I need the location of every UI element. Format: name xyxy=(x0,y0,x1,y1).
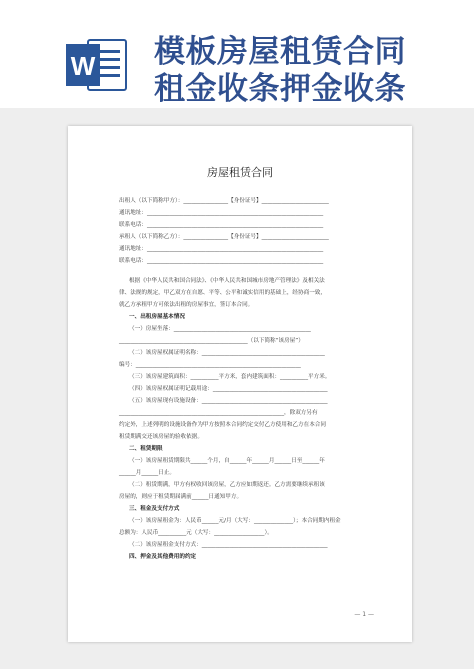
clause-line: 约定外，上述列明的设施设备作为甲方按照本合同约定交付乙方使用和乙方在本合同 xyxy=(119,422,326,428)
clause-line: （二）该房屋权属证明名称：____________________________________________ xyxy=(129,350,325,356)
clause-line: ___________________________________________________________，除双方另有 xyxy=(119,410,318,416)
clause-line: 编号：___________________________________________________________ xyxy=(119,362,301,368)
clause-line: 房屋的，则应于租赁期届满前______日通知甲方。 xyxy=(119,494,243,500)
headline-line-1: 模板房屋租赁合同 xyxy=(154,34,406,70)
clause-line: 租赁期满交还该房屋的验收依据。 xyxy=(119,434,203,440)
preamble-line-1: 根据《中华人民共和国合同法》、《中华人民共和国城市房地产管理法》及相关法 xyxy=(129,278,325,284)
landlord-phone-line: 联系电话：_______________________________________________________________ xyxy=(119,222,324,228)
preamble-line-2: 律、法规的规定，甲乙双方在自愿、平等、公平和诚实信用的基础上，经协商一致， xyxy=(119,290,326,296)
tenant-address-line: 通讯地址：_______________________________________________________________ xyxy=(119,246,324,252)
page-number: — 1 — xyxy=(354,611,374,618)
preamble-line-3: 就乙方承租甲方可依法出租的房屋事宜，签订本合同。 xyxy=(119,302,254,308)
clause-line: （四）该房屋权属证明记载用途：_________________________________________ xyxy=(129,386,328,392)
clause-line: （一）该房屋租金为：人民币______元/月（大写：______________）；本合同期内租金 xyxy=(129,518,341,524)
landlord-line: 出租人（以下简称甲方）：________________【身份证号】________________________ xyxy=(119,198,329,204)
section-heading-2: 二、租赁期限 xyxy=(129,446,163,452)
clause-line: （一）该房屋租赁期限共______个月，自______年______月______日至______年 xyxy=(129,458,325,464)
tenant-line: 承租人（以下简称乙方）：________________【身份证号】________________________ xyxy=(119,234,329,240)
tenant-phone-line: 联系电话：_______________________________________________________________ xyxy=(119,258,324,264)
section-heading-3: 三、租金及支付方式 xyxy=(129,506,180,512)
clause-line: 总额为：人民币__________元（大写：__________________）。 xyxy=(119,530,273,536)
landlord-address-line: 通讯地址：_______________________________________________________________ xyxy=(119,210,324,216)
banner xyxy=(0,0,474,110)
word-logo-letter: W xyxy=(70,51,96,81)
clause-line: ______________________________________________（以下简称“该房屋”） xyxy=(119,338,304,344)
clause-line: （二）租赁期满，甲方有权收回该房屋，乙方应如期返还。乙方需要继续承租该 xyxy=(129,482,325,488)
section-heading-4: 四、押金及其他费用的约定 xyxy=(129,554,197,560)
document-title: 房屋租赁合同 xyxy=(207,166,273,179)
section-heading-1: 一、出租房屋基本情况 xyxy=(129,314,185,320)
clause-line: （五）该房屋现有设施设备：_____________________________________________ xyxy=(129,398,328,404)
headline-line-2: 租金收条押金收条 xyxy=(154,71,406,107)
document-page xyxy=(68,126,412,642)
clause-line: （二）该房屋租金支付方式：_____________________________________________ xyxy=(129,542,328,548)
word-document-icon xyxy=(66,36,128,94)
clause-line: （三）该房屋建筑面积：__________平方米，套内建筑面积：__________平方米。 xyxy=(129,374,331,380)
clause-line: （一）房屋坐落：_________________________________________________ xyxy=(129,326,311,332)
clause-line: ______月______日止。 xyxy=(119,470,175,476)
